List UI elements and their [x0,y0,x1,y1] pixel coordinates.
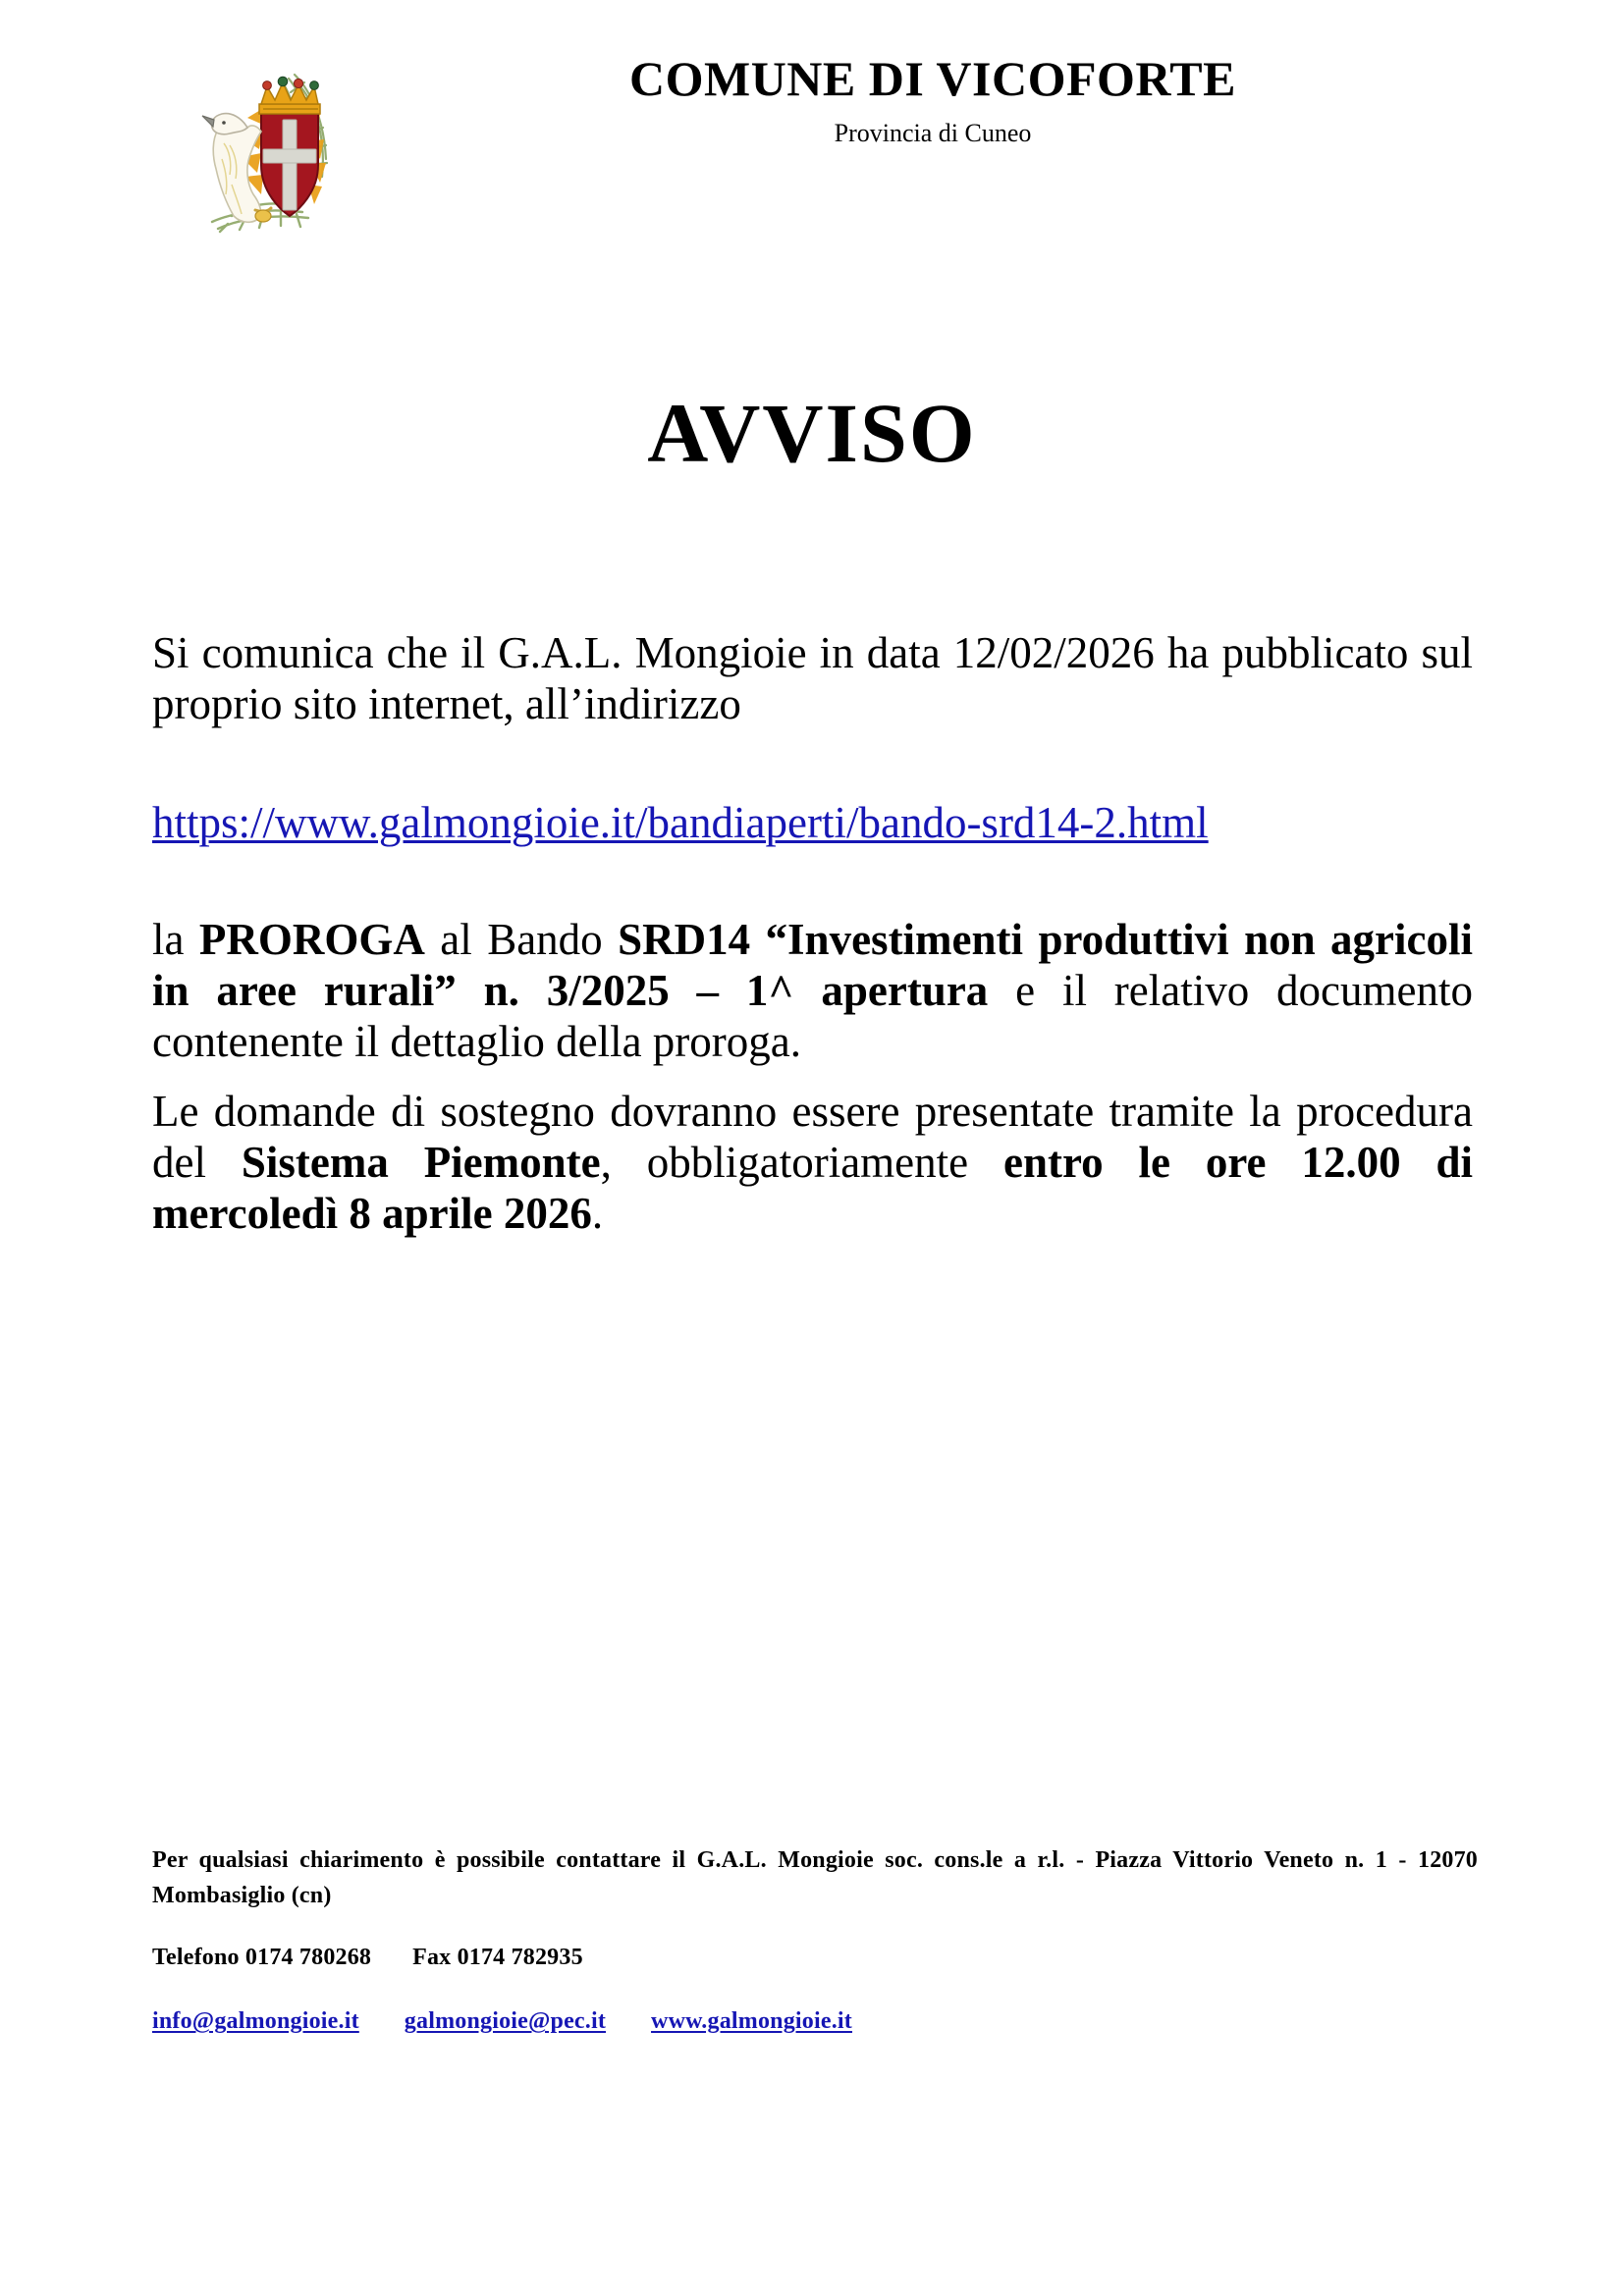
link-paragraph [152,797,1473,849]
document-header [0,43,1624,249]
notice-footer [152,1843,1478,2035]
coat-of-arms-icon [173,49,340,236]
text-run: , obbligatoriamente [600,1138,1003,1188]
paragraph-domande [152,1087,1473,1239]
footer-contact-intro: Per qualsiasi chiarimento è possibile contattare il G.A.L. Mongioie soc. cons.le a r.l. - Piazza Vittorio Veneto n. 1 - 12070 Mombasiglio (cn) [152,1847,1478,1908]
footer-phone-row [152,1945,1478,1971]
text-run: Le domande di sostegno dovranno essere presentate tramite la procedura del [152,1087,1473,1188]
spacer [152,730,1473,797]
paragraph-intro: Si comunica che il G.A.L. Mongioie in data 12/02/2026 ha pubblicato sul proprio sito internet, all’indirizzo [152,628,1473,728]
notice-body [152,628,1473,1240]
text-run: al Bando [424,915,619,965]
footer-fax: Fax 0174 782935 [412,1945,583,1971]
header-title-block [373,53,1492,147]
text-run: la [152,915,199,965]
text-run-bold: SRD14 “Investimenti produttivi non agricoli in aree rurali” n. 3/2025 – 1^ apertura [152,915,1473,1015]
notice-heading: AVVISO [647,386,977,480]
text-run: . [591,1188,604,1238]
text-run: e il relativo documento contenente il dettaglio della proroga. [152,965,1473,1066]
page-title: COMUNE DI VICOFORTE [629,51,1236,106]
bando-url-link[interactable]: https://www.galmongioie.it/bandiaperti/bando-srd14-2.html [152,797,1209,847]
text-run-bold: entro le ore 12.00 di mercoledì 8 aprile 2026 [152,1138,1473,1238]
page-subtitle: Provincia di Cuneo [834,118,1032,147]
text-run-bold: Sistema Piemonte [241,1138,601,1188]
paragraph-proroga [152,915,1473,1067]
footer-email-link[interactable]: info@galmongioie.it [152,2008,359,2035]
spacer [152,848,1473,915]
footer-pec-link[interactable]: galmongioie@pec.it [404,2008,607,2035]
footer-links-row [152,2008,1478,2035]
text-run-bold: PROROGA [198,915,425,965]
footer-website-link[interactable]: www.galmongioie.it [651,2008,852,2035]
spacer [152,1067,1473,1087]
footer-telephone: Telefono 0174 780268 [152,1945,372,1971]
